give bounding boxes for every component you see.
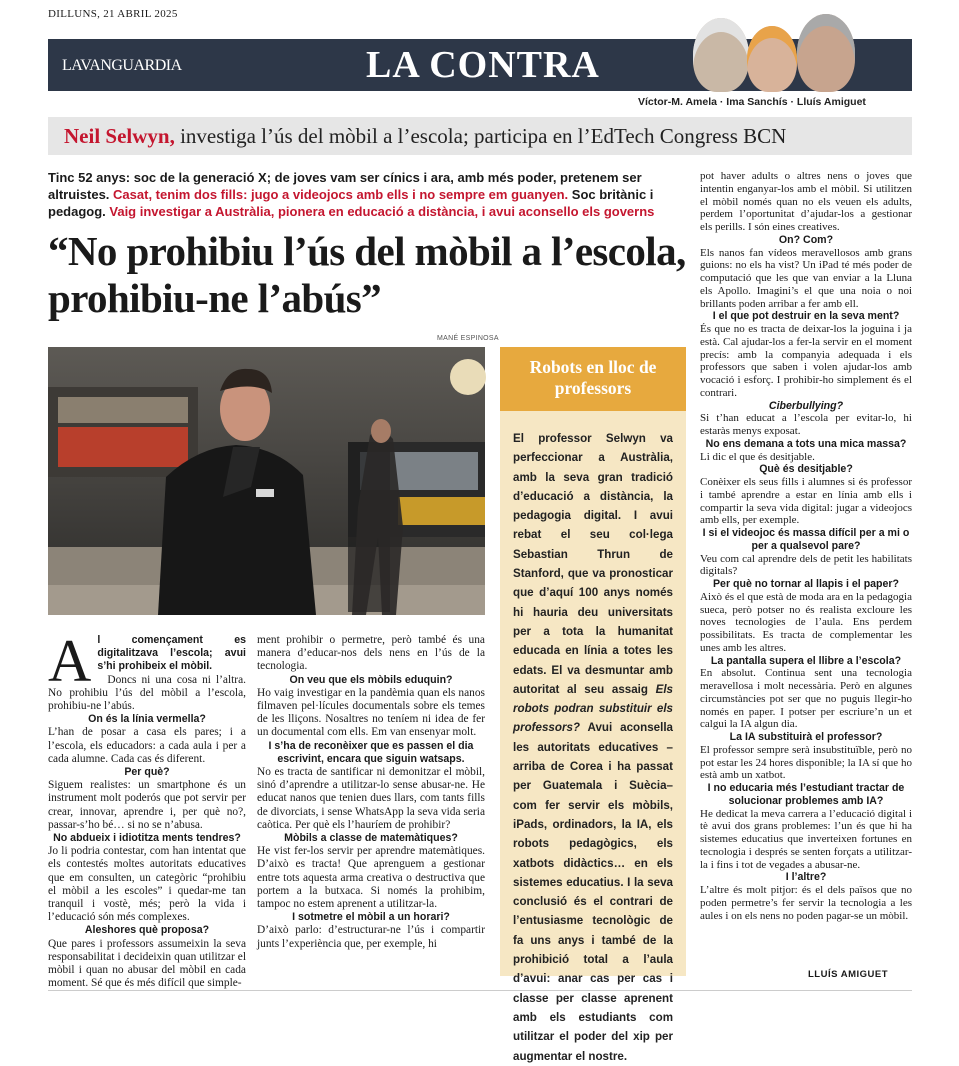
answer-1: Doncs ni una cosa ni l’altra. No prohibiu l’ús del mòbil a l’escola, prohibiu-ne l’abús.	[48, 673, 246, 713]
footer-divider	[48, 990, 912, 991]
author-byline: LLUÍS AMIGUET	[808, 969, 889, 980]
answer-9: D’això parlo: d’estructurar-ne l’ús i compartir junts l’experiència que, per exemple, hi	[257, 924, 485, 950]
question-8: Mòbils a classe de matemàtiques?	[284, 832, 458, 845]
answer-14: Conèixer els seus fills i alumnes si és professor i també aprendre a estar en línia amb ells i compartir la seva vida digital: jugar a videojocs amb ells, per exemple.	[700, 476, 912, 527]
question-15: I si el videojoc és massa difícil per a mi o per a qualsevol pare?	[702, 527, 910, 552]
answer-4: Jo li podria contestar, com han intentat que els contestés moltes autoritats educatives que em consulten, un categòric “prohibiu el mòbil a les escoles” i quedar-me tan tranquil i vostè, més; però la vida i l’educació són més complexes.	[48, 845, 246, 924]
newspaper-logo[interactable]: LAVANGUARDIA	[62, 57, 182, 74]
question-4: No abdueix i idiotitza ments tendres?	[53, 832, 241, 845]
answer-7: No es tracta de santificar ni demonitzar el mòbil, sinó d’aprendre a utilitzar-lo sense abusar-ne. He educat nanos que tenien dues llars, com tants fills de divorciats, i sense WhatsApp la seva vida seria caòtica. Per què els l’hauríem de prohibir?	[257, 766, 485, 831]
drop-cap: A	[48, 628, 92, 694]
question-2: On és la línia vermella?	[88, 713, 206, 726]
answer-3: Siguem realistes: un smartphone és un instrument molt poderós que pot servir per crear, innovar, aprendre i, per què no?, passar-s’ho bé… si no se n’abusa.	[48, 779, 246, 831]
intro-summary	[48, 169, 688, 220]
question-18: La IA substituirà el professor?	[729, 731, 883, 743]
dateline: DILLUNS, 21 ABRIL 2025	[48, 8, 178, 20]
answer-18: El professor sempre serà insubstituïble, però no pot estar les 24 hores disponible; la IA sí que ho està amb un xatbot.	[700, 743, 912, 782]
answer-12: Si t’han educat a l’escola per evitar-lo, hi estaràs menys exposat.	[700, 412, 912, 437]
sidebar-body-start: El professor Selwyn va perfeccionar a Austràlia, amb la seva gran tradició d’educació a distància, la pedagogia digital. I avui rebat el seu col·lega Sebastian Thrun de Stanford, que va pronosticar que d’aquí 100 anys només hi hauria deu universitats per a tota la humanitat educada en línia a totes les edats. El va desmuntar amb autoritat al seu assaig	[513, 432, 673, 696]
intro-part-4: Vaig investigar a Austràlia, pionera en educació a distància, i avui aconsello els governs	[109, 204, 655, 219]
question-6: On veu que els mòbils eduquin?	[289, 673, 453, 686]
sidebar-body-end: Avui aconsella les autoritats educatives –arriba de Corea i ha passat per Guatemala i Suècia– com fer servir els mòbils, iPads, ordinadors, la IA, els robots pedagògics, els xatbots didàctics… en els sistemes educatius. I la seva conclusió és el contrari de l’entusiasme tecnològic de fa uns anys i també de la prohibició total a l’aula d’avui: anar cas per cas i classe per classe aprenent amb els estudiants com utilitzar el poder del xip per augmentar el nostre.	[513, 721, 673, 1063]
question-19: I no educaria més l’estudiant tractar de solucionar problemes amb IA?	[707, 782, 905, 807]
intro-part-1: Tinc 52 anys: soc de la generació X; de joves vam ser cínics i ara, amb més poder, pretenem ser altruistes.	[48, 170, 642, 202]
sidebar-box	[500, 347, 686, 1063]
question-10: On? Com?	[778, 233, 834, 246]
question-20: I l’altre?	[785, 871, 827, 884]
sidebar-book-title: Els robots podran substituir els professors?	[513, 682, 673, 735]
answer-20: L’altre és molt pitjor: és el dels països que no poden permetre’s fer servir la tecnologia a les aules i on els nens no poden pagar-se un mòbil.	[700, 884, 912, 922]
article-column-3	[700, 170, 912, 922]
question-3: Per què?	[124, 766, 170, 779]
answer-13: Li dic el que és desitjable.	[700, 450, 815, 463]
answer-8: He vist fer-los servir per aprendre matemàtiques. D’això es tracta! Que aprenguem a gestionar entre tots aquesta arma creativa o destructiva que portem a la butxaca. Si només la prohibim, tampoc no estem aprenent a utilitzar-la.	[257, 845, 485, 911]
intro-part-2: Casat, tenim dos fills: jugo a videojocs amb ells i no sempre em guanyen.	[113, 187, 569, 202]
question-16: Per què no tornar al llapis i el paper?	[712, 578, 900, 590]
portrait-photo	[48, 347, 485, 615]
question-5: Aleshores què proposa?	[84, 924, 210, 937]
question-11: I el que pot destruir en la seva ment?	[712, 310, 900, 323]
answer-16: Això és el que està de moda ara en la pedagogia sueca, però potser no és realista excloure les noves tecnologies de l’aula. Ens perdem possibilitats. Es tracta de complementar les unes amb les altres.	[700, 590, 912, 654]
answer-15: Veu com cal aprendre dels de petit les habilitats digitals?	[700, 552, 912, 578]
article-column-2	[257, 634, 485, 951]
answer-cont: ment prohibir o permetre, però també és una manera d’educar-nos dels nens en l’ús de la tecnologia.	[257, 634, 485, 673]
sidebar-body	[513, 429, 673, 1066]
answer-11: És que no es tracta de deixar-los la joguina i ja està. Cal ajudar-los a fer-la servir en el moment precís: amb la companyia adequada i els professors que saben i volen ajudar-los amb vocació i esforç. I prohibir-ho simplement és el contrari.	[700, 323, 912, 399]
question-7: I s’ha de reconèixer que es passen el dia escrivint, encara que siguin watsaps.	[268, 739, 474, 765]
question-9: I sotmetre el mòbil a un horari?	[292, 911, 450, 924]
columnist-credits: Víctor-M. Amela · Ima Sanchís · Lluís Amiguet	[638, 96, 866, 108]
portrait-photo-image	[48, 347, 485, 615]
columnist-portrait-sanchis	[747, 26, 797, 92]
headline: “No prohibiu l’ús del mòbil a l’escola, prohibiu-ne l’abús”	[48, 228, 686, 321]
article-column-1	[48, 628, 246, 990]
question-12: Ciberbullying?	[768, 399, 844, 412]
section-title: LA CONTRA	[366, 44, 600, 86]
interviewee-description: investiga l’ús del mòbil a l’escola; participa en l’EdTech Congress BCN	[174, 124, 787, 148]
answer-2: L’han de posar a casa els pares; i a l’escola, els educadors: a cada aula i per a cada alumne. Cada cas és diferent.	[48, 726, 246, 765]
answer-17: En absolut. Continua sent una tecnologia meravellosa i molt necessària. Però en algunes circumstàncies pot ser que no puguis llegir-ho només en paper. I potser per escriure’n un et calgui la IA algun dia.	[700, 667, 912, 731]
lead-question: l començament es digitalitzava l’escola; avui s’hi prohibeix el mòbil.	[97, 634, 246, 673]
columnist-portraits	[685, 10, 860, 92]
answer-6: Ho vaig investigar en la pandèmia quan els nanos filmaven pel·lícules documentals sobre els temes de les lliçons. Nosaltres no teníem ni idea de fer un documental com ells. Em van ensenyar molt.	[257, 686, 485, 739]
sidebar-title: Robots en lloc de professors	[500, 347, 686, 411]
columnist-portrait-amela	[693, 18, 749, 92]
intro-part-3: Soc britànic i pedagog.	[48, 187, 654, 219]
question-13: No ens demana a tots una mica massa?	[705, 437, 907, 450]
columnist-portrait-amiguet	[797, 14, 855, 92]
question-17: La pantalla supera el llibre a l’escola?	[710, 654, 902, 667]
answer-19: He dedicat la meva carrera a l’educació digital i tè avui dos grans problemes: l’un és que hi ha sistemes educatius que inverteixen fortunes en tecnologia i després se senten forçats a utilitzar-la i fins i tot de vegades a abusar-ne.	[700, 807, 912, 871]
answer-10: Els nanos fan vídeos meravellosos amb grans guions: no els ha vist? Un iPad té més poder de computació que les que van enviar a la Lluna els Apollo. Imagini’s el que una noia o noi brillants poden arribar a fer amb ell.	[700, 246, 912, 310]
interviewee-name: Neil Selwyn,	[64, 124, 175, 148]
answer-cont-2: pot haver adults o altres nens o joves que intentin enganyar-los amb el mòbil. Si utilitzen el mòbil només quan no els veuen els adults, perdem l’oportunitat d’ajudar-los a gestionar els perills. I són eines creatives.	[700, 170, 912, 233]
question-14: Què és desitjable?	[759, 463, 853, 476]
photo-credit: MANÉ ESPINOSA	[437, 335, 499, 342]
interviewee-banner	[48, 117, 912, 155]
answer-5: Que pares i professors assumeixin la seva responsabilitat i decideixin quan utilitzar el mòbil i quan no abusar del mòbil en cada moment. Sé que és més difícil que simple-	[48, 937, 246, 990]
